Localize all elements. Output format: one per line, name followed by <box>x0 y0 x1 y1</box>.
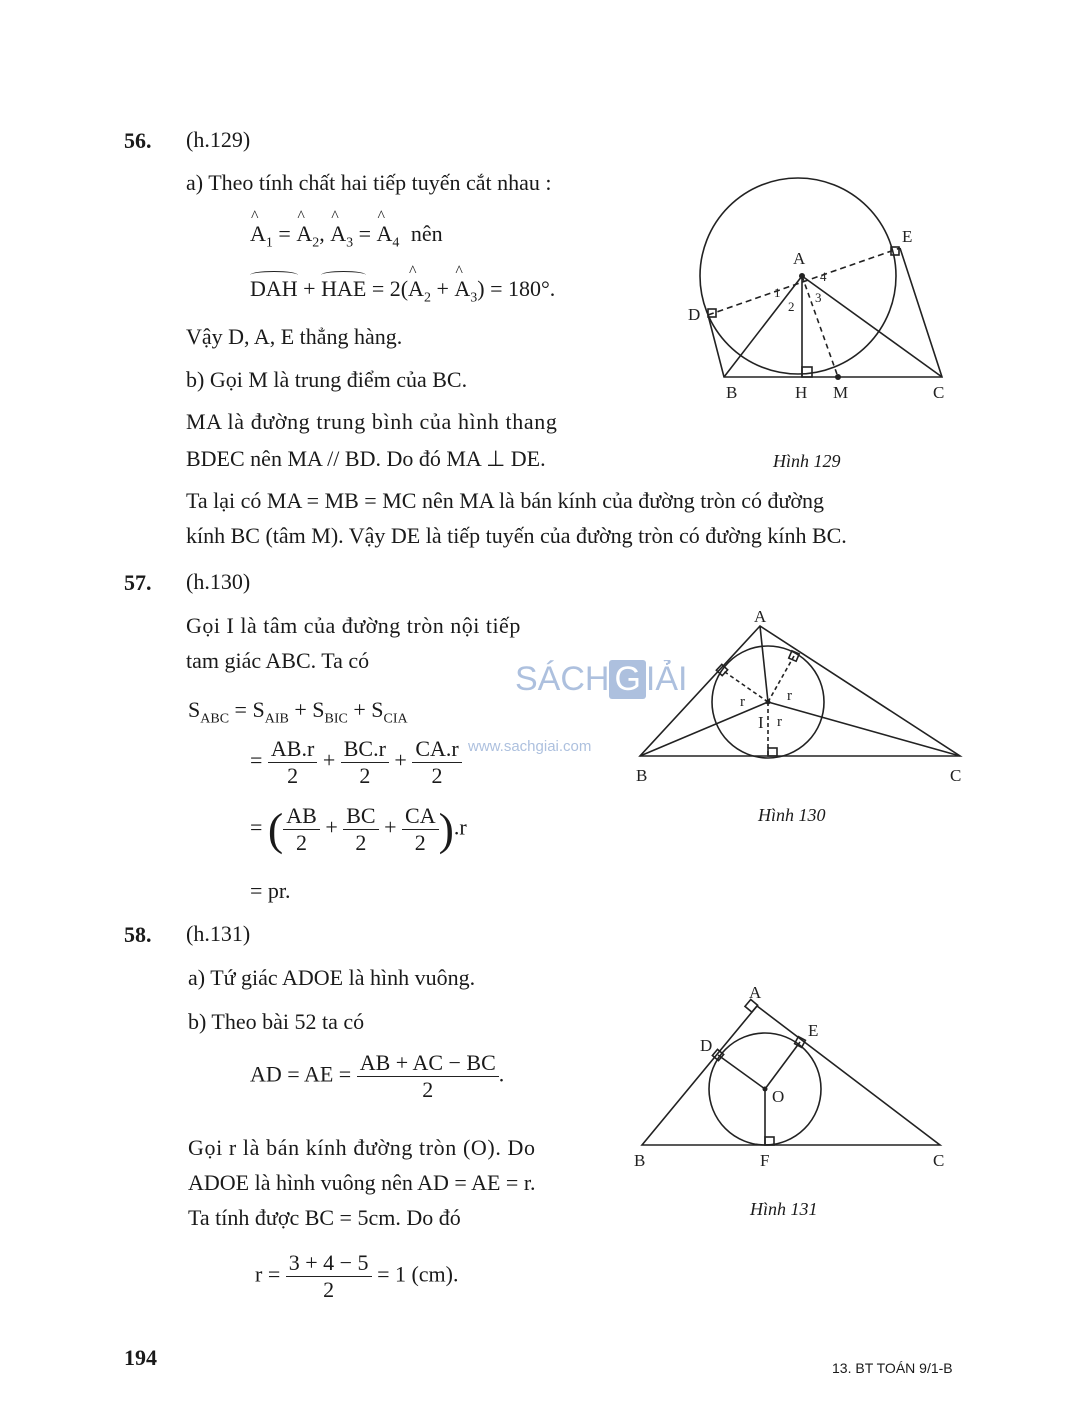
label-b: B <box>726 383 738 402</box>
label-e: E <box>902 227 913 246</box>
label-f: F <box>760 1151 770 1170</box>
label-m: M <box>833 383 849 402</box>
segment-oe <box>765 1042 800 1089</box>
angle-label-3: 3 <box>815 290 822 305</box>
label-o: O <box>772 1087 785 1106</box>
area-sum-equation: $S_{ABC} = S_{AIB} + S_{BIC} + S_{CIA}$ <box>188 697 408 727</box>
problem-56-part-b: b) Gọi M là trung điểm của BC. <box>186 367 468 392</box>
label-b: B <box>636 766 648 785</box>
problem-56-part-a: a) Theo tính chất hai tiếp tuyến cắt nhau : <box>186 170 552 195</box>
problem-57-line1: Gọi I là tâm của đường tròn nội tiếp <box>186 613 521 638</box>
problem-57-number: 57. <box>124 570 152 595</box>
label-r-right: r <box>787 688 792 704</box>
area-fraction-equation: = $\frac{AB.r}{2}$ + $\frac{BC.r}{2}$ + $\frac{CA.r}{2}$ <box>250 736 462 789</box>
problem-58-ref: (h.131) <box>186 921 251 946</box>
problem-58-line2: ADOE là hình vuông nên AD = AE = r. <box>188 1170 536 1195</box>
segment-od <box>718 1055 765 1089</box>
point-a <box>799 273 805 279</box>
segment-ic <box>768 702 960 756</box>
problem-56-ref: (h.129) <box>186 127 251 152</box>
ad-ae-equation: AD = AE = $\frac{AB + AC - BC}{2}$ . <box>250 1050 505 1102</box>
arc-sum-equation: DAH + HAE = 2(^ $A_2$ + ^ $A_3) = 180^\circ$. <box>250 276 555 306</box>
figure-130-caption: Hình 130 <box>758 805 826 825</box>
angle-label-1: 1 <box>774 285 781 300</box>
point-o <box>763 1087 768 1092</box>
label-r-left: r <box>740 694 745 710</box>
right-angle-h <box>802 367 812 377</box>
label-d: D <box>700 1036 713 1055</box>
problem-56-number: 56. <box>124 128 152 153</box>
label-a: A <box>754 607 767 626</box>
angle-label-2: 2 <box>788 299 795 314</box>
angle-equality: ^ $A_1$ = ^ $A_2$, ^ $A_3$ = ^ $A_4$ nên <box>250 221 443 251</box>
figure-131 <box>630 980 960 1170</box>
watermark-logo: SÁCH G IẢI <box>515 660 688 698</box>
problem-56-line2: BDEC nên MA // BD. Do đó MA ⊥ DE. <box>186 446 546 471</box>
watermark-url: www.sachgiai.com <box>468 738 592 755</box>
problem-56-line3: Ta lại có MA = MB = MC nên MA là bán kính của đường tròn có đường <box>186 488 825 513</box>
problem-56-line4: kính BC (tâm M). Vậy DE là tiếp tuyến của đường tròn có đường kính BC. <box>186 523 847 548</box>
figure-131-caption: Hình 131 <box>750 1199 818 1219</box>
figure-129 <box>680 170 970 410</box>
book-code: 13. BT TOÁN 9/1-B <box>832 1360 953 1376</box>
label-d: D <box>688 305 701 324</box>
problem-57-ref: (h.130) <box>186 569 251 594</box>
angle-label-4: 4 <box>820 269 827 284</box>
label-c: C <box>933 383 945 402</box>
segment-ia <box>760 626 768 702</box>
problem-56-line1: MA là đường trung bình của hình thang <box>186 409 558 434</box>
segment-ac <box>802 276 942 377</box>
label-r-bottom: r <box>777 714 782 730</box>
label-h: H <box>795 383 808 402</box>
problem-56-conclusion: Vậy D, A, E thẳng hàng. <box>186 324 403 349</box>
area-factored-equation: = ( $\frac{AB}{2}$ + $\frac{BC}{2}$ + $\frac{CA}{2}$ ).r <box>250 803 467 855</box>
radius-equation: r = $\frac{3 + 4 - 5}{2}$ = 1 (cm). <box>255 1250 459 1302</box>
problem-57-line2: tam giác ABC. Ta có <box>186 648 370 673</box>
radius-to-ab <box>722 670 768 702</box>
triangle-abc <box>642 1006 940 1145</box>
label-a: A <box>749 983 762 1002</box>
problem-58-number: 58. <box>124 922 152 947</box>
problem-58-part-b: b) Theo bài 52 ta có <box>188 1009 365 1034</box>
figure-129-caption: Hình 129 <box>773 451 841 471</box>
label-b: B <box>634 1151 646 1170</box>
problem-58-line1: Gọi r là bán kính đường tròn (O). Do <box>188 1135 536 1160</box>
label-a: A <box>793 249 806 268</box>
problem-58-part-a: a) Tứ giác ADOE là hình vuông. <box>188 965 476 990</box>
label-c: C <box>933 1151 945 1170</box>
label-i: I <box>758 713 764 732</box>
point-i <box>766 700 771 705</box>
segment-ib <box>640 702 768 756</box>
segment-ab <box>724 276 802 377</box>
right-angle-bc <box>768 748 777 756</box>
point-m <box>835 374 841 380</box>
circle-o <box>700 178 896 374</box>
page-number: 194 <box>124 1345 157 1370</box>
area-result: = pr. <box>250 878 291 903</box>
label-e: E <box>808 1021 819 1040</box>
label-c: C <box>950 766 962 785</box>
problem-58-line3: Ta tính được BC = 5cm. Do đó <box>188 1205 461 1230</box>
